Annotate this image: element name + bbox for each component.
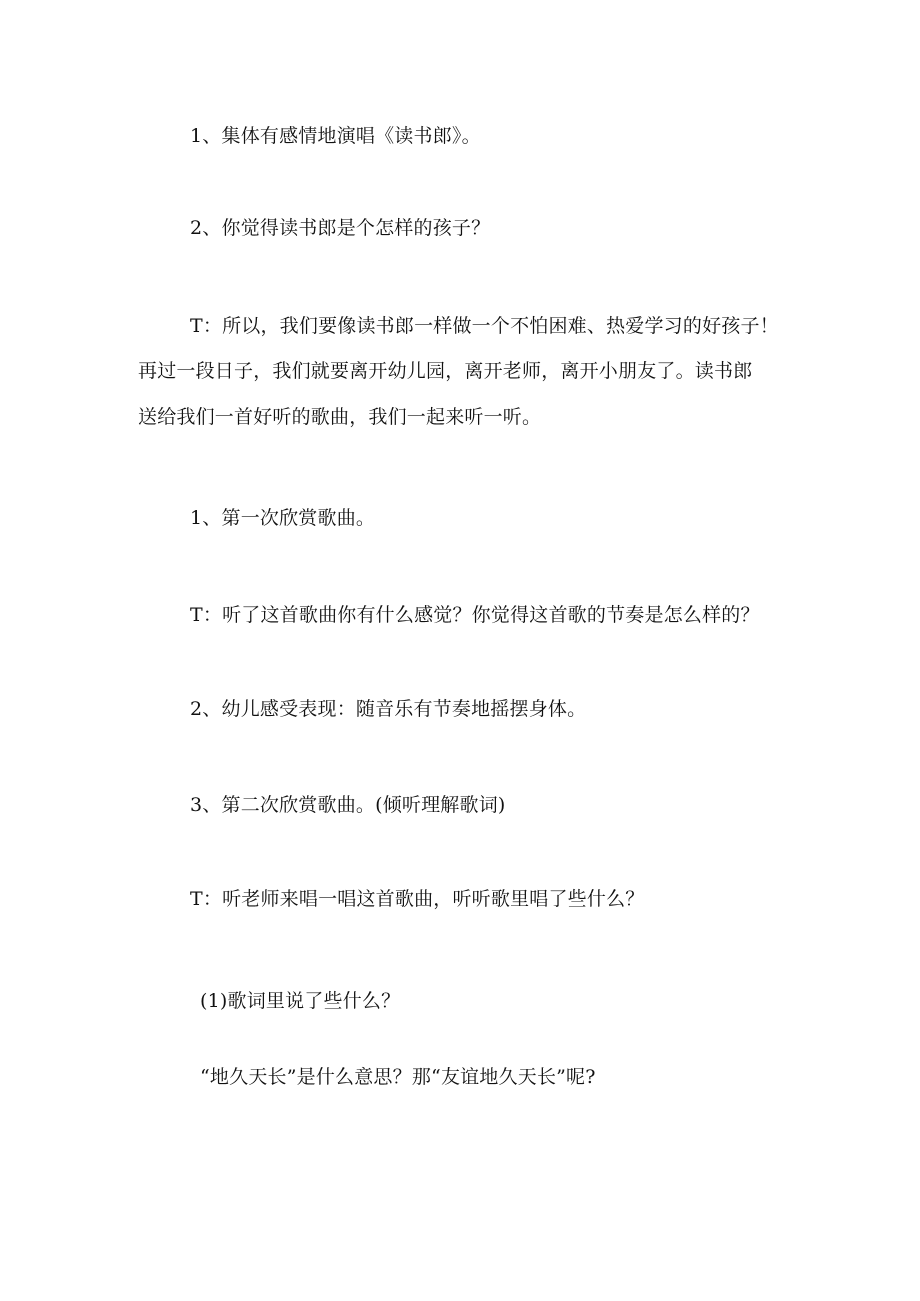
step-1-sing-song: 1、集体有感情地演唱《读书郎》。 — [190, 125, 481, 147]
teacher-paragraph-line-2: 再过一段日子，我们就要离开幼儿园，离开老师，离开小朋友了。读书郎 — [138, 360, 753, 382]
lyrics-question: (1)歌词里说了些什么？ — [200, 990, 401, 1012]
step-2-question: 2、你觉得读书郎是个怎样的孩子？ — [190, 217, 491, 239]
step-2-children-sway: 2、幼儿感受表现：随音乐有节奏地摇摆身体。 — [190, 698, 587, 720]
teacher-sing-prompt: T：听老师来唱一唱这首歌曲，听听歌里唱了些什么？ — [190, 888, 645, 910]
teacher-paragraph-line-3: 送给我们一首好听的歌曲，我们一起来听一听。 — [138, 406, 542, 428]
step-1-first-listen: 1、第一次欣赏歌曲。 — [190, 507, 376, 529]
teacher-question-feeling: T：听了这首歌曲你有什么感觉？你觉得这首歌的节奏是怎么样的？ — [190, 604, 760, 626]
teacher-paragraph-line-1: T：所以，我们要像读书郎一样做一个不怕困难、热爱学习的好孩子！ — [190, 315, 779, 337]
step-3-second-listen: 3、第二次欣赏歌曲。(倾听理解歌词) — [190, 794, 506, 816]
meaning-question: “地久天长”是什么意思？那“友谊地久天长”呢? — [200, 1066, 596, 1088]
